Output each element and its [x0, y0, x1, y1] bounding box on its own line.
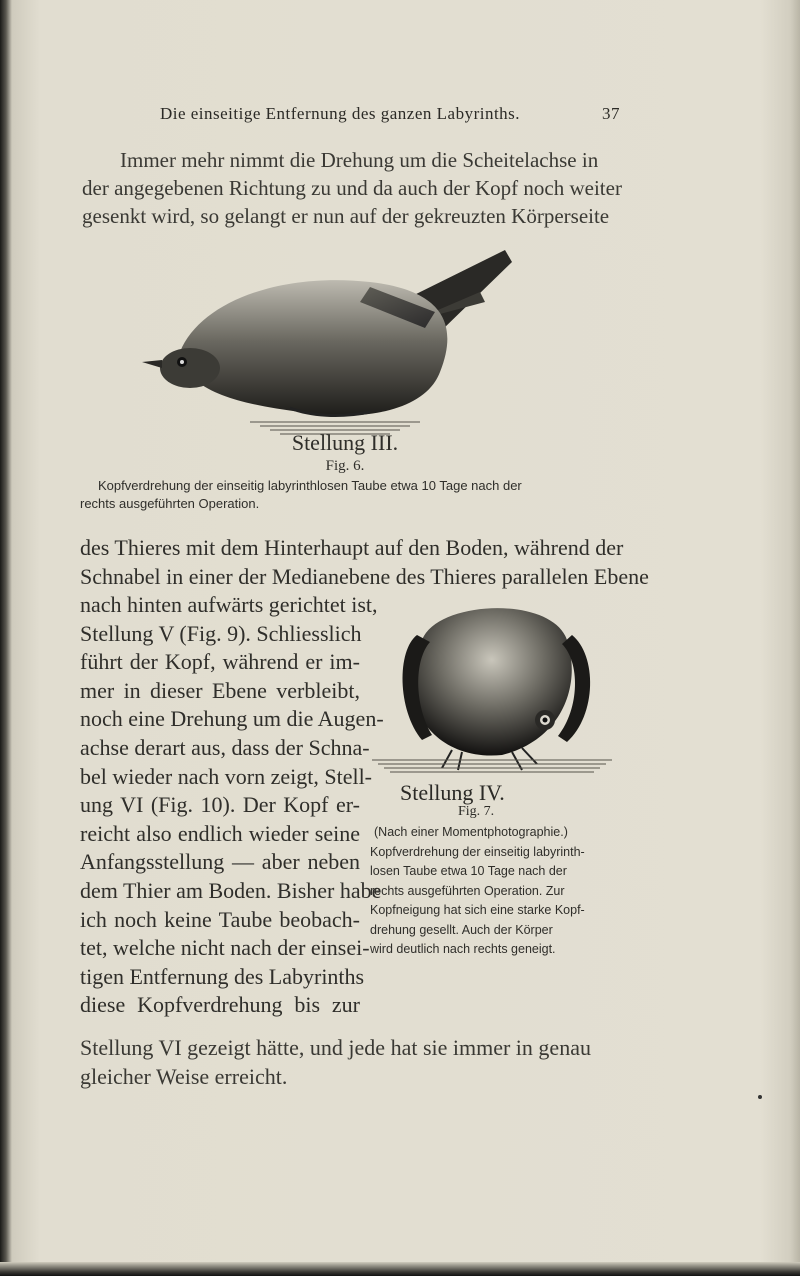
text-line: bel wieder nach vorn zeigt, Stell- — [80, 763, 373, 789]
caption-line: drehung gesellt. Auch der Körper — [370, 922, 553, 937]
text-line: diese Kopfverdrehung bis zur — [80, 992, 360, 1018]
paragraph-1 — [82, 146, 622, 230]
caption-line: rechts ausgeführten Operation. — [80, 496, 260, 511]
caption-line: Kopfverdrehung der einseitig labyrinth- — [370, 844, 585, 859]
pigeon-illustration-fig6 — [140, 232, 550, 440]
paragraph-3 — [80, 591, 384, 1020]
page-bottom-edge — [0, 1262, 800, 1276]
text-line: Anfangsstellung — aber neben — [80, 849, 360, 875]
caption-line: Kopfverdrehung der einseitig labyrinthlosen Taube etwa 10 Tage nach der — [98, 478, 522, 493]
text-line: achse derart aus, dass der Schna- — [80, 734, 370, 760]
figure-6-label: Fig. 6. — [325, 458, 365, 474]
text-line: ung VI (Fig. 10). Der Kopf er- — [80, 792, 360, 818]
figure-7-caption — [370, 823, 632, 960]
running-header — [140, 104, 620, 128]
text-line: dem Thier am Boden. Bisher habe — [80, 877, 382, 903]
page-number: 37 — [602, 104, 620, 123]
text-line: nach hinten aufwärts gerichtet ist, — [80, 592, 378, 617]
paragraph-4 — [80, 1033, 626, 1091]
caption-line: wird deutlich nach rechts geneigt. — [370, 942, 556, 956]
text-line: noch eine Drehung um die Augen- — [80, 706, 384, 732]
caption-line: rechts ausgeführten Operation. Zur — [370, 883, 565, 898]
text-line: tet, welche nicht nach der einsei- — [80, 935, 370, 961]
figure-7-title: Stellung IV. — [400, 780, 505, 805]
text-line: Stellung VI gezeigt hätte, und jede hat sie immer in genau — [80, 1035, 591, 1060]
text-line: mer in dieser Ebene verbleibt, — [80, 677, 360, 703]
figure-7-label: Fig. 7. — [458, 804, 495, 819]
text-line: führt der Kopf, während er im- — [80, 649, 360, 675]
paragraph-2 — [80, 533, 649, 591]
caption-line: (Nach einer Momentphotographie.) — [374, 825, 568, 839]
caption-line: Kopfneigung hat sich eine starke Kopf- — [370, 903, 585, 917]
text-line: des Thieres mit dem Hinterhaupt auf den Boden, während der — [80, 535, 624, 560]
text-line: Immer mehr nimmt die Drehung um die Scheitelachse in — [120, 148, 599, 172]
figure-6-caption — [80, 477, 640, 513]
text-line: Schnabel in einer der Medianebene des Thieres parallelen Ebene — [80, 564, 649, 589]
text-line: gleicher Weise erreicht. — [80, 1064, 288, 1089]
text-line: ich noch keine Taube beobach- — [80, 906, 360, 932]
figure-6-title: Stellung III. — [291, 430, 399, 455]
text-line: reicht also endlich wieder seine — [80, 820, 360, 846]
pigeon-illustration-fig7 — [362, 590, 624, 778]
text-line: der angegebenen Richtung zu und da auch der Kopf noch weiter — [82, 176, 622, 200]
text-line: Stellung V (Fig. 9). Schliesslich — [80, 620, 362, 646]
running-title: Die einseitige Entfernung des ganzen Labyrinths. — [159, 104, 521, 123]
print-speck — [758, 1095, 762, 1099]
caption-line: losen Taube etwa 10 Tage nach der — [370, 864, 567, 878]
text-line: tigen Entfernung des Labyrinths — [80, 963, 365, 989]
text-line: gesenkt wird, so gelangt er nun auf der gekreuzten Körperseite — [82, 204, 610, 228]
